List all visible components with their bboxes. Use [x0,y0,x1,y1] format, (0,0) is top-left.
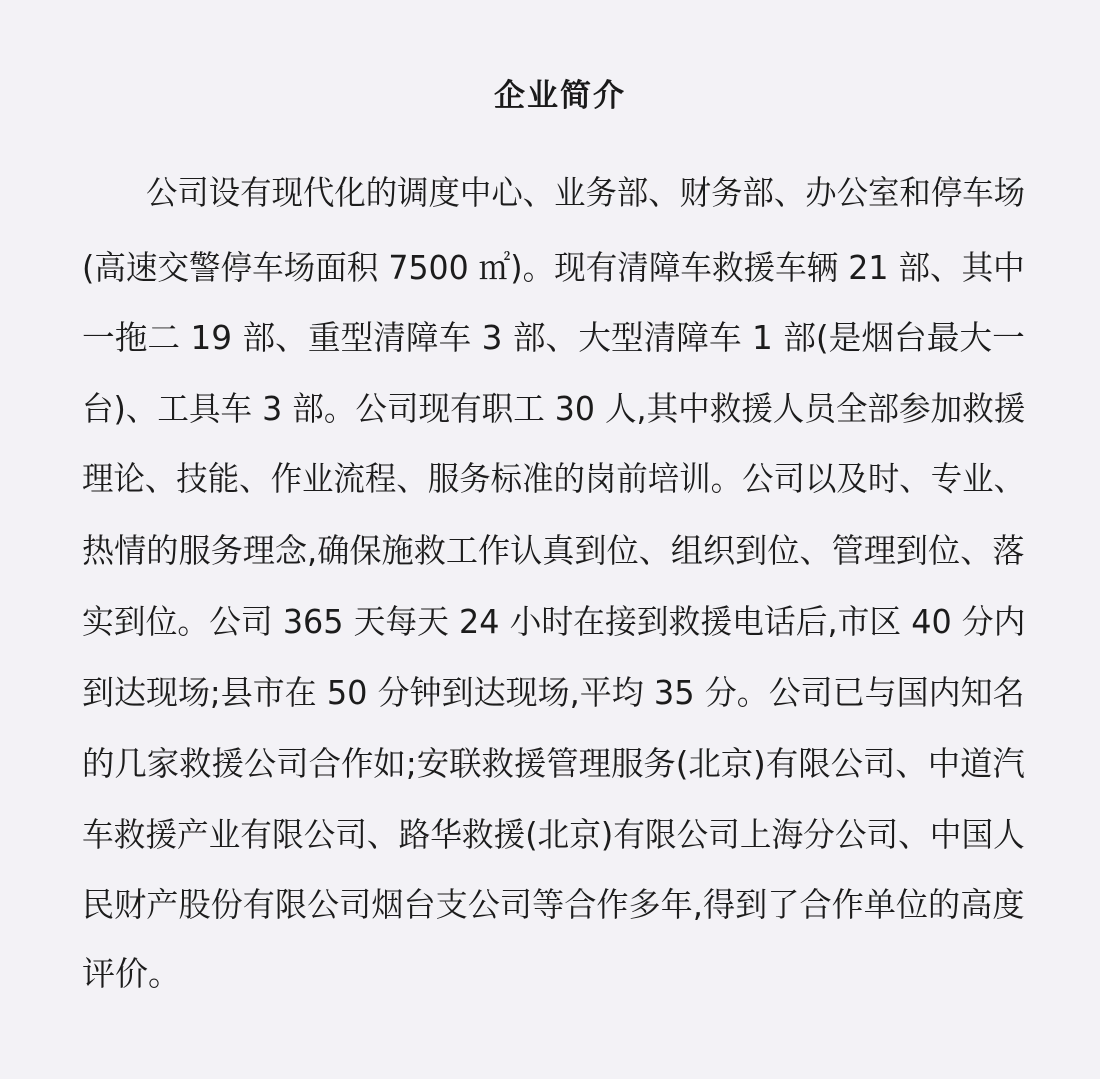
paragraph-line-9: 的几家救援公司合作如;安联救援管理服务(北京)有限公司、中道汽 [82,744,1025,783]
paragraph-line-7: 实到位。公司 365 天每天 24 小时在接到救援电话后,市区 40 分内 [82,602,1026,641]
paragraph-line-11: 民财产股份有限公司烟台支公司等合作多年,得到了合作单位的高度 [82,885,1025,924]
paragraph-line-10: 车救援产业有限公司、路华救援(北京)有限公司上海分公司、中国人 [82,815,1025,854]
paragraph-line-3: 一拖二 19 部、重型清障车 3 部、大型清障车 1 部(是烟台最大一 [82,318,1025,357]
paragraph-line-4: 台)、工具车 3 部。公司现有职工 30 人,其中救援人员全部参加救援 [82,389,1026,428]
paragraph-line-8: 到达现场;县市在 50 分钟到达现场,平均 35 分。公司已与国内知名 [82,673,1025,712]
paragraph-line-2: (高速交警停车场面积 7500 ㎡)。现有清障车救援车辆 21 部、其中 [82,248,1025,287]
paragraph-line-5: 理论、技能、作业流程、服务标准的岗前培训。公司以及时、专业、 [82,459,1025,498]
paragraph-line-6: 热情的服务理念,确保施救工作认真到位、组织到位、管理到位、落 [82,531,1025,570]
paragraph-line-12: 评价。 [82,954,181,993]
document-title: 企业简介 [494,78,626,114]
paragraph-line-1: 公司设有现代化的调度中心、业务部、财务部、办公室和停车场 [146,173,1025,212]
